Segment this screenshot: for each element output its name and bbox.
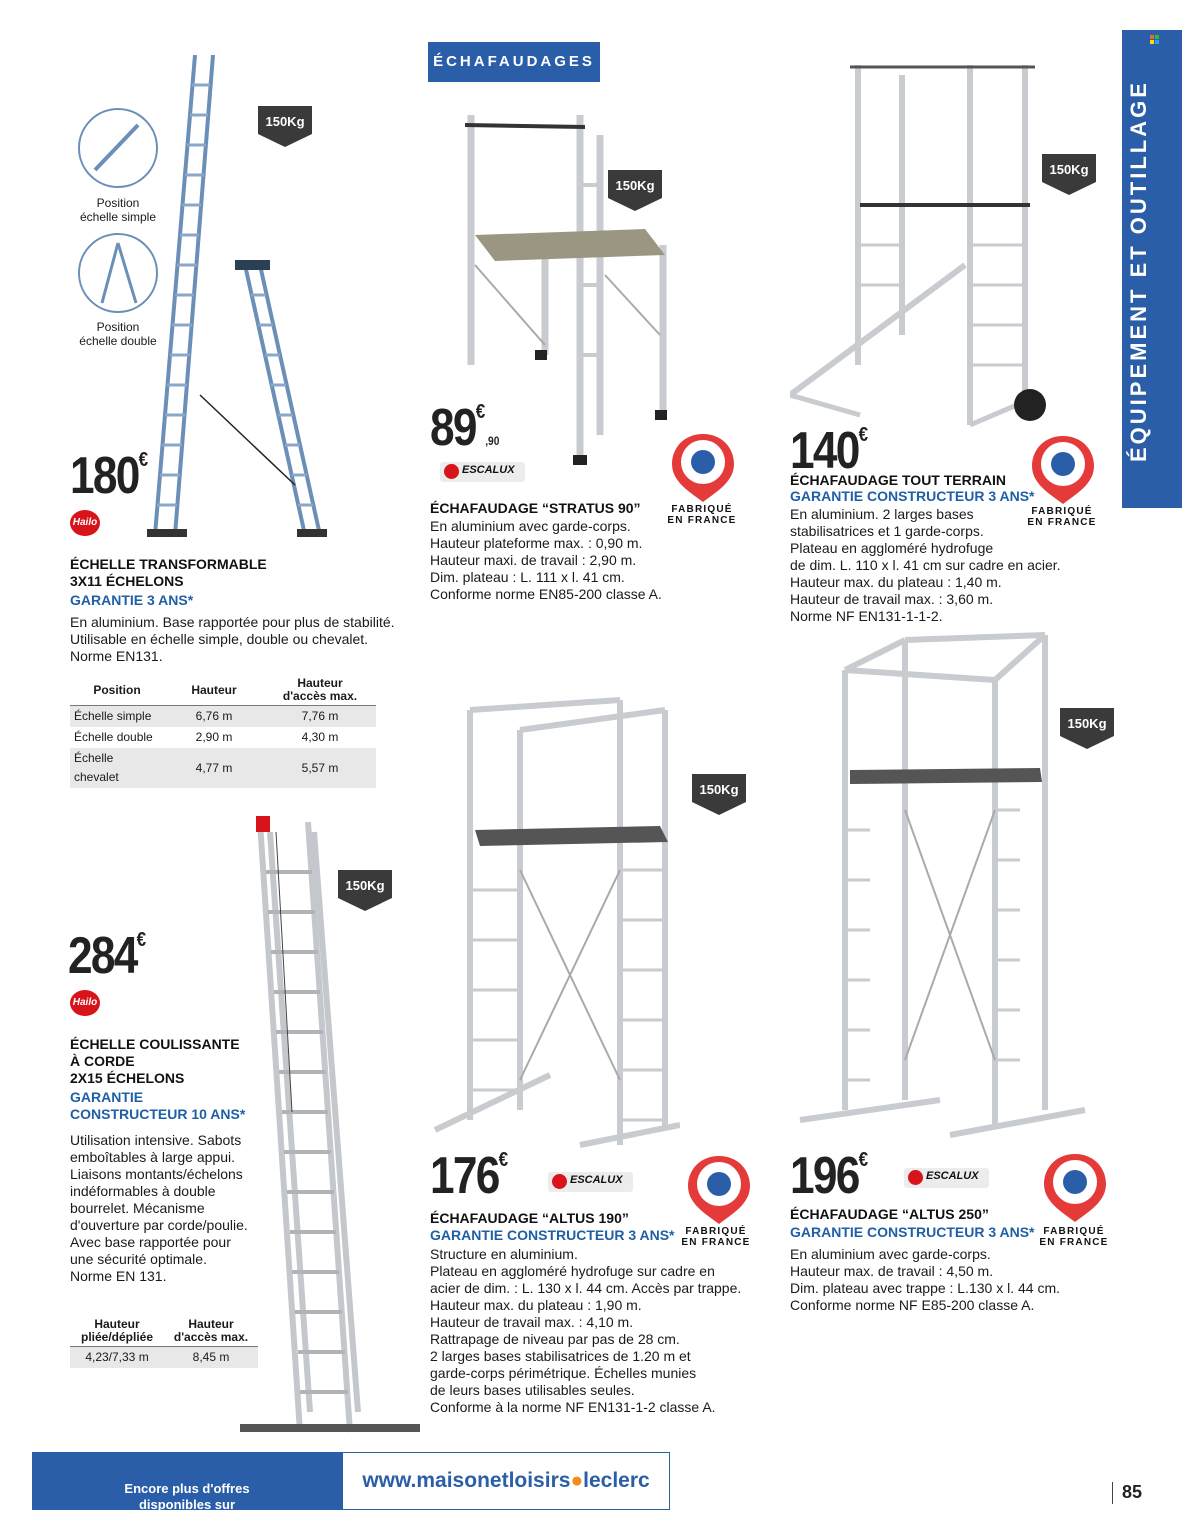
escalux-logo-text: ESCALUX: [462, 464, 515, 476]
col-hauteur-acces: Hauteur d'accès max.: [282, 676, 358, 703]
made-in-france-line1: FABRIQUÉ: [685, 1226, 747, 1237]
escalux-logo: [440, 462, 525, 482]
title-altus-250: ÉCHAFAUDAGE “ALTUS 250”: [790, 1206, 989, 1222]
hailo-logo: [70, 510, 100, 536]
side-title: ÉQUIPEMENT ET OUTILLAGE: [1126, 80, 1151, 462]
made-in-france-label: [1034, 1226, 1114, 1248]
section-tab: [428, 42, 600, 82]
cell: Échelle simple: [70, 706, 164, 728]
price-value: 284: [68, 927, 137, 985]
load-badge-label: 150Kg: [699, 782, 739, 797]
guarantee-echelle-coulissante: GARANTIE CONSTRUCTEUR 10 ANS*: [70, 1089, 246, 1122]
escalux-logo: [548, 1172, 633, 1192]
title-echelle-coulissante: ÉCHELLE COULISSANTE À CORDE 2X15 ÉCHELONS: [70, 1036, 240, 1086]
guarantee-altus-250: GARANTIE CONSTRUCTEUR 3 ANS*: [790, 1224, 1035, 1240]
footer-url-prefix: www.maisonetloisirs: [362, 1469, 571, 1492]
cell: 5,57 m: [264, 748, 376, 788]
made-in-france-line2: EN FRANCE: [681, 1237, 751, 1248]
price-stratus-90: [430, 399, 500, 457]
price-echelle-transformable: [70, 447, 149, 505]
position-simple-label: Position échelle simple: [79, 196, 157, 224]
scaffold-altus-190-image: [430, 690, 680, 1150]
scaffold-tout-terrain-image: [790, 55, 1050, 435]
made-in-france-line1: FABRIQUÉ: [1043, 1226, 1105, 1237]
price-altus-250: [790, 1147, 869, 1205]
load-badge-1: [256, 104, 314, 148]
cell: 8,45 m: [164, 1347, 258, 1369]
footer-url-dot-icon: ●: [570, 1469, 584, 1492]
desc-stratus-90: En aluminium avec garde-corps. Hauteur plateforme max. : 0,90 m. Hauteur maxi. de travail : 2,90 m. Dim. plateau : L. 111 x l. 41 cm. Conforme norme EN85-200 classe A.: [430, 518, 662, 602]
page-number-divider: [1112, 1482, 1113, 1504]
escalux-logo-text: ESCALUX: [926, 1170, 979, 1182]
load-badge-label: 150Kg: [265, 114, 305, 129]
price-tout-terrain: [790, 422, 869, 480]
guarantee-tout-terrain: GARANTIE CONSTRUCTEUR 3 ANS*: [790, 488, 1035, 504]
made-in-france-line2: EN FRANCE: [667, 515, 737, 526]
desc-tout-terrain: En aluminium. 2 larges bases stabilisatrices et 1 garde-corps. Plateau en aggloméré hydrofuge de dim. L. 110 x l. 41 cm sur cadre en acier. Hauteur max. du plateau : 1,40 m. Hauteur de travail max. : 3,60 m. Norme NF EN131-1-1-2.: [790, 506, 1061, 624]
france-marker-icon: [666, 430, 740, 504]
france-marker-icon: [1038, 1150, 1112, 1224]
spec-table-transformable: [70, 675, 376, 788]
france-marker-icon: [1026, 432, 1100, 506]
cell: 4,23/7,33 m: [70, 1347, 164, 1369]
load-badge-label: 150Kg: [1067, 716, 1107, 731]
hailo-logo-text: Hailo: [72, 997, 98, 1008]
made-in-france-line2: EN FRANCE: [1039, 1237, 1109, 1248]
hailo-logo-text: Hailo: [72, 517, 98, 528]
price-value: 196: [790, 1147, 859, 1205]
position-double-icon: [78, 233, 158, 313]
footer-offers-text: Encore plus d'offres disponibles sur: [124, 1481, 250, 1512]
hailo-logo: [70, 990, 100, 1016]
made-in-france-label: [676, 1226, 756, 1248]
scaffold-altus-250-image: [790, 630, 1090, 1140]
desc-echelle-coulissante: Utilisation intensive. Sabots emboîtables à large appui. Liaisons montants/échelons indéformables à double bourrelet. Mécanisme d'ouverture par corde/poulie. Avec base rapportée pour une sécurité optimale. Norme EN 131.: [70, 1132, 248, 1284]
made-in-france-label: [662, 504, 742, 526]
col-hauteur-pliee: Hauteur pliée/dépliée: [80, 1317, 154, 1344]
price-value: 180: [70, 447, 139, 505]
price-currency: €: [858, 1149, 869, 1171]
table-row: [70, 706, 376, 728]
position-simple-icon: [78, 108, 158, 188]
escalux-logo-text: ESCALUX: [570, 1174, 623, 1186]
price-altus-190: [430, 1147, 509, 1205]
price-value: 89: [430, 399, 476, 457]
desc-altus-250: En aluminium avec garde-corps. Hauteur max. de travail : 4,50 m. Dim. plateau avec trappe : L.130 x l. 44 cm. Conforme norme NF E85-200 classe A.: [790, 1246, 1061, 1313]
title-stratus-90: ÉCHAFAUDAGE “STRATUS 90”: [430, 500, 641, 516]
price-currency: €: [138, 449, 149, 471]
title-tout-terrain: ÉCHAFAUDAGE TOUT TERRAIN: [790, 472, 1006, 488]
made-in-france-line1: FABRIQUÉ: [671, 504, 733, 515]
ladder-coulissante-image: [240, 812, 420, 1442]
footer-url-suffix: leclerc: [583, 1469, 650, 1492]
load-badge-label: 150Kg: [345, 878, 385, 893]
escalux-dot-icon: [908, 1170, 923, 1185]
cell: 4,30 m: [301, 730, 339, 744]
col-position: Position: [93, 682, 141, 697]
table-row: [70, 727, 376, 748]
escalux-dot-icon: [444, 464, 459, 479]
made-in-france-label: [1022, 506, 1102, 528]
table-row: [70, 748, 376, 788]
spec-table-coulissante: [70, 1316, 258, 1368]
page-number: 85: [1122, 1482, 1143, 1502]
position-double-label: Position échelle double: [79, 320, 157, 348]
price-value: 176: [430, 1147, 499, 1205]
desc-altus-190: Structure en aluminium. Plateau en aggloméré hydrofuge sur cadre en acier de dim. : L. 130 x l. 44 cm. Accès par trappe. Hauteur max. du plateau : 1,90 m. Hauteur de travail max. : 4,10 m. Rattrapage de niveau par pas de 28 cm. 2 larges bases stabilisatrices de 1.20 m et garde-corps périmétrique. Échelles munies de leurs bases utilisables seules. Conforme à la norme NF EN131-1-2 classe A.: [430, 1246, 742, 1415]
guarantee-echelle-transformable: GARANTIE 3 ANS*: [70, 592, 194, 608]
title-echelle-transformable: ÉCHELLE TRANSFORMABLE 3X11 ÉCHELONS: [70, 556, 267, 589]
price-cents: ,90: [485, 434, 500, 448]
cell: Échelle double: [74, 730, 153, 744]
footer-offers-box: [32, 1452, 342, 1510]
cell: 4,77 m: [164, 748, 264, 788]
load-badge-label: 150Kg: [615, 178, 655, 193]
cell: 2,90 m: [195, 730, 233, 744]
price-currency: €: [858, 424, 869, 446]
cell: Échelle chevalet: [70, 748, 164, 788]
guarantee-altus-190: GARANTIE CONSTRUCTEUR 3 ANS*: [430, 1227, 675, 1243]
price-currency: €: [475, 401, 486, 423]
table-row: [70, 1347, 258, 1369]
price-currency: €: [498, 1149, 509, 1171]
footer-url-link[interactable]: [342, 1452, 670, 1510]
made-in-france-line1: FABRIQUÉ: [1031, 506, 1093, 517]
price-echelle-coulissante: [68, 927, 147, 985]
load-badge-5: [690, 772, 748, 816]
cell: 7,76 m: [264, 706, 376, 728]
escalux-logo: [904, 1168, 989, 1188]
section-tab-label: ÉCHAFAUDAGES: [433, 53, 595, 70]
color-dots-icon: [1150, 32, 1160, 42]
price-currency: €: [136, 929, 147, 951]
made-in-france-line2: EN FRANCE: [1027, 517, 1097, 528]
col-hauteur: Hauteur: [191, 682, 237, 697]
escalux-dot-icon: [552, 1174, 567, 1189]
load-badge-label: 150Kg: [1049, 162, 1089, 177]
price-value: 140: [790, 422, 859, 480]
france-marker-icon: [682, 1152, 756, 1226]
desc-echelle-transformable: En aluminium. Base rapportée pour plus de stabilité. Utilisable en échelle simple, double ou chevalet. Norme EN131.: [70, 614, 395, 664]
title-altus-190: ÉCHAFAUDAGE “ALTUS 190”: [430, 1210, 629, 1226]
cell: 6,76 m: [164, 706, 264, 728]
col-hauteur-acces: Hauteur d'accès max.: [173, 1317, 249, 1344]
